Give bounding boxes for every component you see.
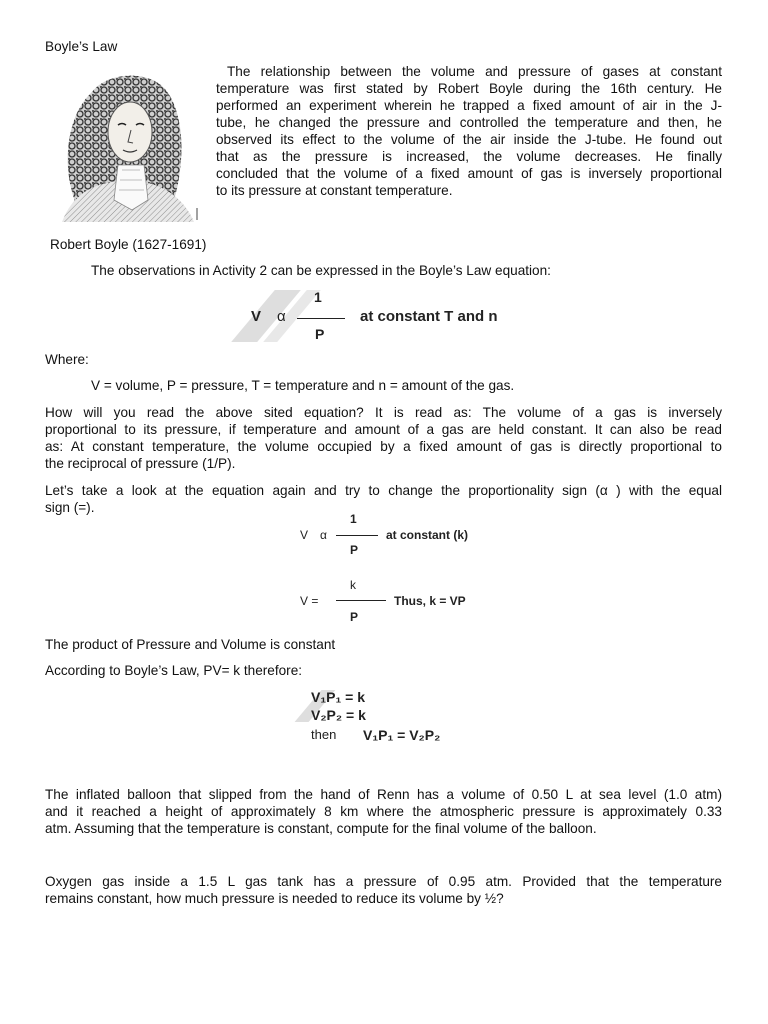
eq4-then: then bbox=[311, 727, 337, 742]
reading-paragraph bbox=[45, 404, 722, 472]
eq3-thus: Thus, k = VP bbox=[394, 594, 466, 608]
problem-balloon bbox=[45, 786, 722, 837]
robert-boyle-portrait bbox=[52, 70, 202, 222]
equation-v-equals-k-over-p bbox=[298, 577, 518, 623]
where-label: Where: bbox=[45, 352, 89, 367]
eq2-denominator: P bbox=[350, 543, 359, 557]
problem-oxygen-line: Oxygen gas inside a 1.5 L gas tank has a pressure of 0.95 atm. Provided that the temperature bbox=[45, 874, 722, 889]
intro-line: concluded that the volume of a fixed amount of gas is inversely proportional bbox=[216, 166, 722, 181]
eq4-line2: V₂P₂ = k bbox=[311, 707, 366, 723]
eq2-lhs: V bbox=[300, 528, 309, 542]
intro-line: temperature was first stated by Robert Boyle during the 16th century. He bbox=[216, 81, 722, 96]
eq2-numerator: 1 bbox=[350, 512, 357, 526]
observations-text: The observations in Activity 2 can be expressed in the Boyle’s Law equation: bbox=[91, 263, 551, 278]
eq1-condition: at constant T and n bbox=[360, 308, 498, 325]
eq1-lhs: V bbox=[251, 308, 262, 325]
problem-oxygen-tank bbox=[45, 873, 722, 907]
equation-proportionality bbox=[243, 288, 543, 344]
lets-look-paragraph bbox=[45, 482, 722, 516]
eq3-numerator: k bbox=[350, 578, 356, 592]
problem-balloon-line: The inflated balloon that slipped from the hand of Renn has a volume of 0.50 L at sea level (1.0 atm) bbox=[45, 787, 722, 802]
eq2-condition: at constant (k) bbox=[386, 528, 469, 542]
eq1-denominator: P bbox=[315, 326, 325, 342]
eq1-numerator: 1 bbox=[314, 289, 322, 305]
reading-line: proportional to its pressure, if temperature and amount of a gas are held constant. It can also be read bbox=[45, 422, 722, 437]
product-statement: The product of Pressure and Volume is constant bbox=[45, 637, 336, 652]
according-statement: According to Boyle’s Law, PV= k therefore: bbox=[45, 663, 303, 678]
eq4-final: V₁P₁ = V₂P₂ bbox=[363, 727, 441, 743]
problem-balloon-line: and it reached a height of approximately 8 km where the atmospheric pressure is approximately 0.33 bbox=[45, 804, 722, 819]
reading-line: as: At constant temperature, the volume occupied by a fixed amount of gas is directly proportional to bbox=[45, 439, 722, 454]
intro-paragraph bbox=[216, 63, 722, 199]
eq1-prop-sign: α bbox=[277, 308, 286, 325]
eq3-denominator: P bbox=[350, 610, 359, 624]
problem-oxygen-line: remains constant, how much pressure is needed to reduce its volume by ½? bbox=[45, 891, 504, 906]
intro-line: observed its effect to the volume of the air inside the J-tube. He found out bbox=[216, 132, 722, 147]
variable-definitions: V = volume, P = pressure, T = temperature and n = amount of the gas. bbox=[91, 378, 515, 393]
equation-constant-k bbox=[298, 512, 518, 558]
eq2-prop-sign: α bbox=[320, 528, 327, 542]
intro-line: that as the pressure is increased, the volume decreases. He finally bbox=[216, 149, 722, 164]
portrait-caption: Robert Boyle (1627-1691) bbox=[50, 237, 207, 252]
intro-line: The relationship between the volume and pressure of gases at constant bbox=[227, 64, 722, 79]
eq4-line1: V₁P₁ = k bbox=[311, 689, 365, 705]
reading-line: How will you read the above sited equation? It is read as: The volume of a gas is inversely bbox=[45, 405, 722, 420]
intro-line: tube, he changed the pressure and controlled the temperature and then, he bbox=[216, 115, 722, 130]
equation-v1p1-v2p2 bbox=[300, 688, 500, 752]
eq3-lhs: V = bbox=[300, 594, 319, 608]
intro-line: performed an experiment wherein he trapped a fixed amount of air in the J- bbox=[216, 98, 722, 113]
page-title: Boyle’s Law bbox=[45, 39, 118, 54]
lets-look-line: Let’s take a look at the equation again and try to change the proportionality sign (α ) with the equal bbox=[45, 483, 722, 498]
reading-line: the reciprocal of pressure (1/P). bbox=[45, 456, 236, 471]
intro-line: to its pressure at constant temperature. bbox=[216, 183, 453, 198]
lets-look-line: sign (=). bbox=[45, 500, 95, 515]
problem-balloon-line: atm. Assuming that the temperature is constant, compute for the final volume of the balloon. bbox=[45, 821, 597, 836]
